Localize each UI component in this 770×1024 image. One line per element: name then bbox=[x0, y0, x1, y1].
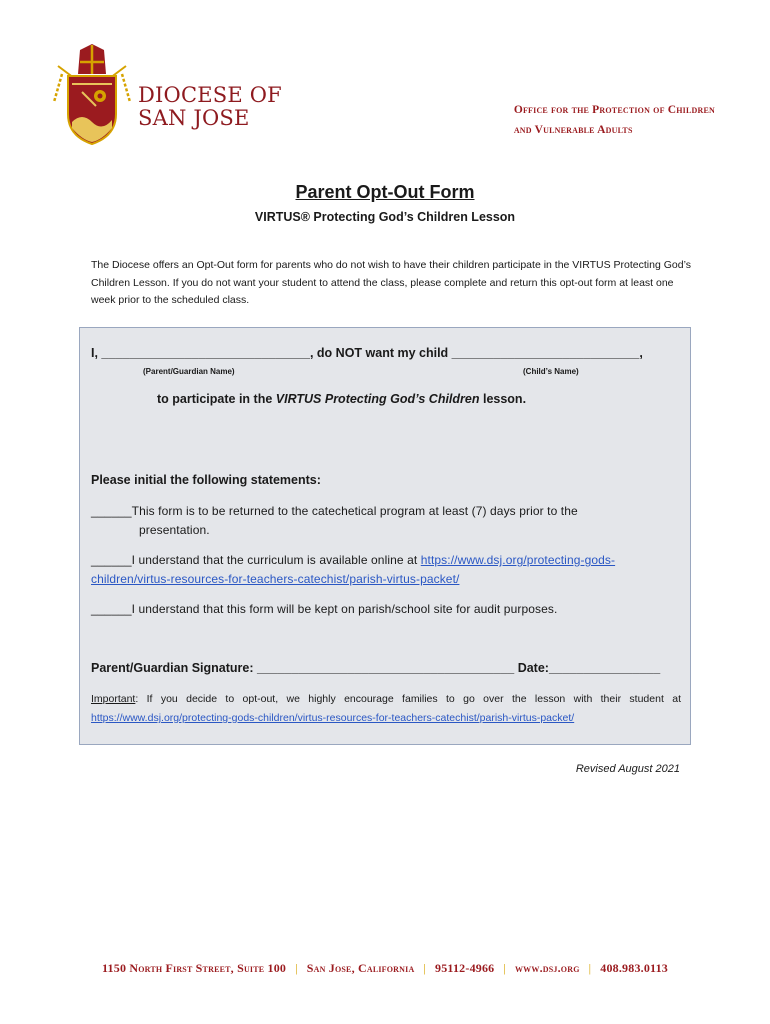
curriculum-link[interactable]: https://www.dsj.org/protecting-gods-children/virtus-resources-for-teachers-catechist/parish-virtus-packet/ bbox=[91, 553, 616, 586]
org-name-line2: SAN JOSE bbox=[138, 106, 250, 130]
footer-phone: 408.983.0113 bbox=[600, 961, 668, 975]
footer-street: 1150 North First Street, Suite 100 bbox=[102, 961, 287, 975]
important-text: : If you decide to opt-out, we highly encourage families to go over the lesson with their student at bbox=[135, 693, 681, 705]
child-name-caption: (Child’s Name) bbox=[523, 367, 579, 376]
important-link[interactable]: https://www.dsj.org/protecting-gods-children/virtus-resources-for-teachers-catechist/parish-virtus-packet/ bbox=[91, 712, 575, 724]
office-title-line2: and Vulnerable Adults bbox=[513, 124, 633, 136]
statement-return-form[interactable] bbox=[91, 502, 691, 540]
footer-separator: | bbox=[423, 961, 427, 975]
participate-lesson-name: VIRTUS Protecting God’s Children bbox=[275, 392, 480, 406]
footer-city: San Jose, California bbox=[306, 961, 415, 975]
diocese-crest-logo bbox=[52, 44, 132, 148]
org-name-line1: DIOCESE OF bbox=[138, 83, 282, 107]
statement1-line2: presentation. bbox=[139, 523, 210, 537]
footer-separator: | bbox=[503, 961, 506, 975]
footer-zip: 95112-4966 bbox=[435, 961, 495, 975]
initial-statements-heading: Please initial the following statements: bbox=[91, 473, 321, 487]
revised-date: Revised August 2021 bbox=[575, 763, 680, 775]
participation-statement bbox=[157, 392, 526, 406]
participate-after: lesson. bbox=[479, 392, 527, 406]
participate-before: to participate in the bbox=[157, 392, 276, 406]
statement-curriculum-online[interactable] bbox=[91, 551, 691, 589]
footer-separator: | bbox=[295, 961, 298, 975]
parent-name-caption: (Parent/Guardian Name) bbox=[143, 367, 235, 376]
organization-name bbox=[138, 84, 282, 130]
footer-separator: | bbox=[588, 961, 592, 975]
statement2-text: ______I understand that the curriculum is available online at bbox=[91, 553, 421, 567]
signature-date-line[interactable]: Parent/Guardian Signature: _____________________________________ Date:________________ bbox=[91, 661, 661, 675]
intro-paragraph: The Diocese offers an Opt-Out form for parents who do not wish to have their children participate in the VIRTUS Protecting God’s Children Lesson. If you do not want your student to attend the class, please complete and return this opt-out form at least one week prior to the scheduled class. bbox=[91, 259, 691, 306]
form-subtitle: VIRTUS® Protecting God’s Children Lesson bbox=[254, 210, 516, 224]
office-title bbox=[514, 100, 715, 140]
statement1-line1: ______This form is to be returned to the catechetical program at least (7) days prior to the bbox=[91, 504, 578, 518]
important-note bbox=[91, 690, 681, 728]
parent-child-name-line[interactable]: I, ______________________________, do NOT want my child ___________________________, bbox=[91, 346, 643, 360]
office-title-line1: Office for the Protection of Children bbox=[513, 104, 715, 116]
important-label: Important bbox=[91, 693, 136, 705]
form-title: Parent Opt-Out Form bbox=[295, 182, 475, 202]
footer-address-bar bbox=[0, 961, 770, 976]
footer-website[interactable]: www.dsj.org bbox=[514, 961, 580, 975]
statement-kept-on-site[interactable]: ______I understand that this form will be kept on parish/school site for audit purposes. bbox=[91, 602, 558, 616]
